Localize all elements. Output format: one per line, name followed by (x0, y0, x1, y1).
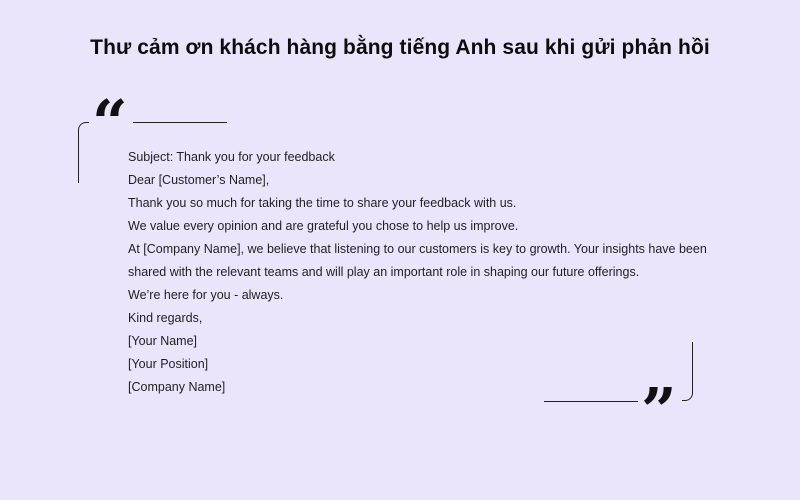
letter-body (128, 146, 708, 399)
letter-line: Thank you so much for taking the time to share your feedback with us. (128, 196, 517, 210)
open-quote-icon: “ (92, 86, 128, 159)
letter-line: We’re here for you - always. (128, 288, 284, 302)
close-quote-icon: ” (641, 374, 677, 447)
letter-line: shared with the relevant teams and will play an important role in shaping our future offerings. (128, 265, 640, 279)
page-title: Thư cảm ơn khách hàng bằng tiếng Anh sau khi gửi phản hồi (90, 36, 710, 59)
open-quote-line (133, 122, 227, 123)
letter-signature-name: [Your Name] (128, 334, 198, 348)
letter-signature-position: [Your Position] (128, 357, 209, 371)
close-quote-line (544, 401, 638, 402)
letter-line: We value every opinion and are grateful you chose to help us improve. (128, 219, 519, 233)
open-quote-frame (78, 122, 89, 183)
letter-subject: Subject: Thank you for your feedback (128, 150, 335, 164)
letter-signature-company: [Company Name] (128, 380, 226, 394)
letter-closing: Kind regards, (128, 311, 203, 325)
letter-line: At [Company Name], we believe that listening to our customers is key to growth. Your insights have been (128, 242, 707, 256)
close-quote-frame (682, 342, 693, 401)
letter-salutation: Dear [Customer’s Name], (128, 173, 270, 187)
